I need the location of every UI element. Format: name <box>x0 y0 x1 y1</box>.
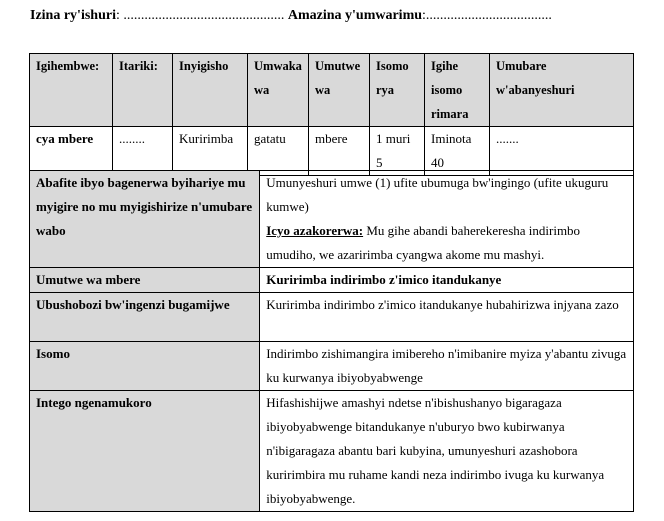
school-teacher-line <box>30 8 552 24</box>
lesson-details-table <box>29 170 634 512</box>
header-subject: Inyigisho <box>173 54 248 127</box>
action-label: Icyo azakorerwa: <box>266 223 364 238</box>
unit-row <box>30 268 634 293</box>
header-students: Umubare w'abanyeshuri <box>490 54 634 127</box>
special-needs-label: Abafite ibyo bagenerwa byihariye mu myigire no mu myigishirize n'umubare wabo <box>30 171 260 268</box>
header-unit: Umutwe wa <box>309 54 370 127</box>
teacher-name-field[interactable]: :.................................... <box>422 8 552 23</box>
special-needs-cell <box>260 171 634 268</box>
action-value: Mu gihe abandi baherekeresha indirimbo umudiho, we azaririmba cyangwa akome mu mashyi. <box>266 223 581 262</box>
lesson-label: Isomo <box>30 342 260 391</box>
value-year: gatatu <box>248 127 309 176</box>
special-needs-row <box>30 171 634 268</box>
header-year: Umwaka wa <box>248 54 309 127</box>
unit-label: Umutwe wa mbere <box>30 268 260 293</box>
lesson-info-value-row <box>30 127 634 176</box>
objective-label: Intego ngenamukoro <box>30 391 260 512</box>
value-lesson: 1 muri 5 <box>370 127 425 176</box>
school-name-field[interactable]: : .............................................. <box>115 8 285 23</box>
header-duration: Igihe isomo rimara <box>425 54 490 127</box>
lesson-row <box>30 342 634 391</box>
competence-label: Ubushobozi bw'ingenzi bugamijwe <box>30 293 260 342</box>
header-lesson: Isomo rya <box>370 54 425 127</box>
value-duration: Iminota 40 <box>425 127 490 176</box>
header-date: Itariki: <box>113 54 173 127</box>
objective-row <box>30 391 634 512</box>
special-needs-action <box>266 219 627 267</box>
value-subject: Kuririmba <box>173 127 248 176</box>
value-unit: mbere <box>309 127 370 176</box>
unit-value: Kuririmba indirimbo z'imico itandukanye <box>260 268 634 293</box>
lesson-info-table <box>29 53 634 176</box>
value-term: cya mbere <box>30 127 113 176</box>
value-date: ........ <box>113 127 173 176</box>
teacher-name-label: Amazina y'umwarimu <box>287 8 423 23</box>
school-name-label: Izina ry'ishuri <box>30 8 116 23</box>
objective-value: Hifashishijwe amashyi ndetse n'ibishushanyo bigaragaza ibiyobyabwenge bitandukanye n'uburyo bwo kubirwanya n'ibigaragaza abantu bari kubyina, umunyeshuri azashobora kuririmbira mu ruhame kandi neza indirimbo ivuga ku kurwanya ibiyobyabwenge. <box>260 391 634 512</box>
competence-value: Kuririmba indirimbo z'imico itandukanye hubahirizwa injyana zazo <box>260 293 634 342</box>
lesson-value: Indirimbo zishimangira imibereho n'imibanire myiza y'abantu zivuga ku kurwanya ibiyobyabwenge <box>260 342 634 391</box>
value-students: ....... <box>490 127 634 176</box>
competence-row <box>30 293 634 342</box>
lesson-info-header-row <box>30 54 634 127</box>
special-needs-value: Umunyeshuri umwe (1) ufite ubumuga bw'ingingo (ufite ukuguru kumwe) <box>266 175 609 214</box>
header-term: Igihembwe: <box>30 54 113 127</box>
